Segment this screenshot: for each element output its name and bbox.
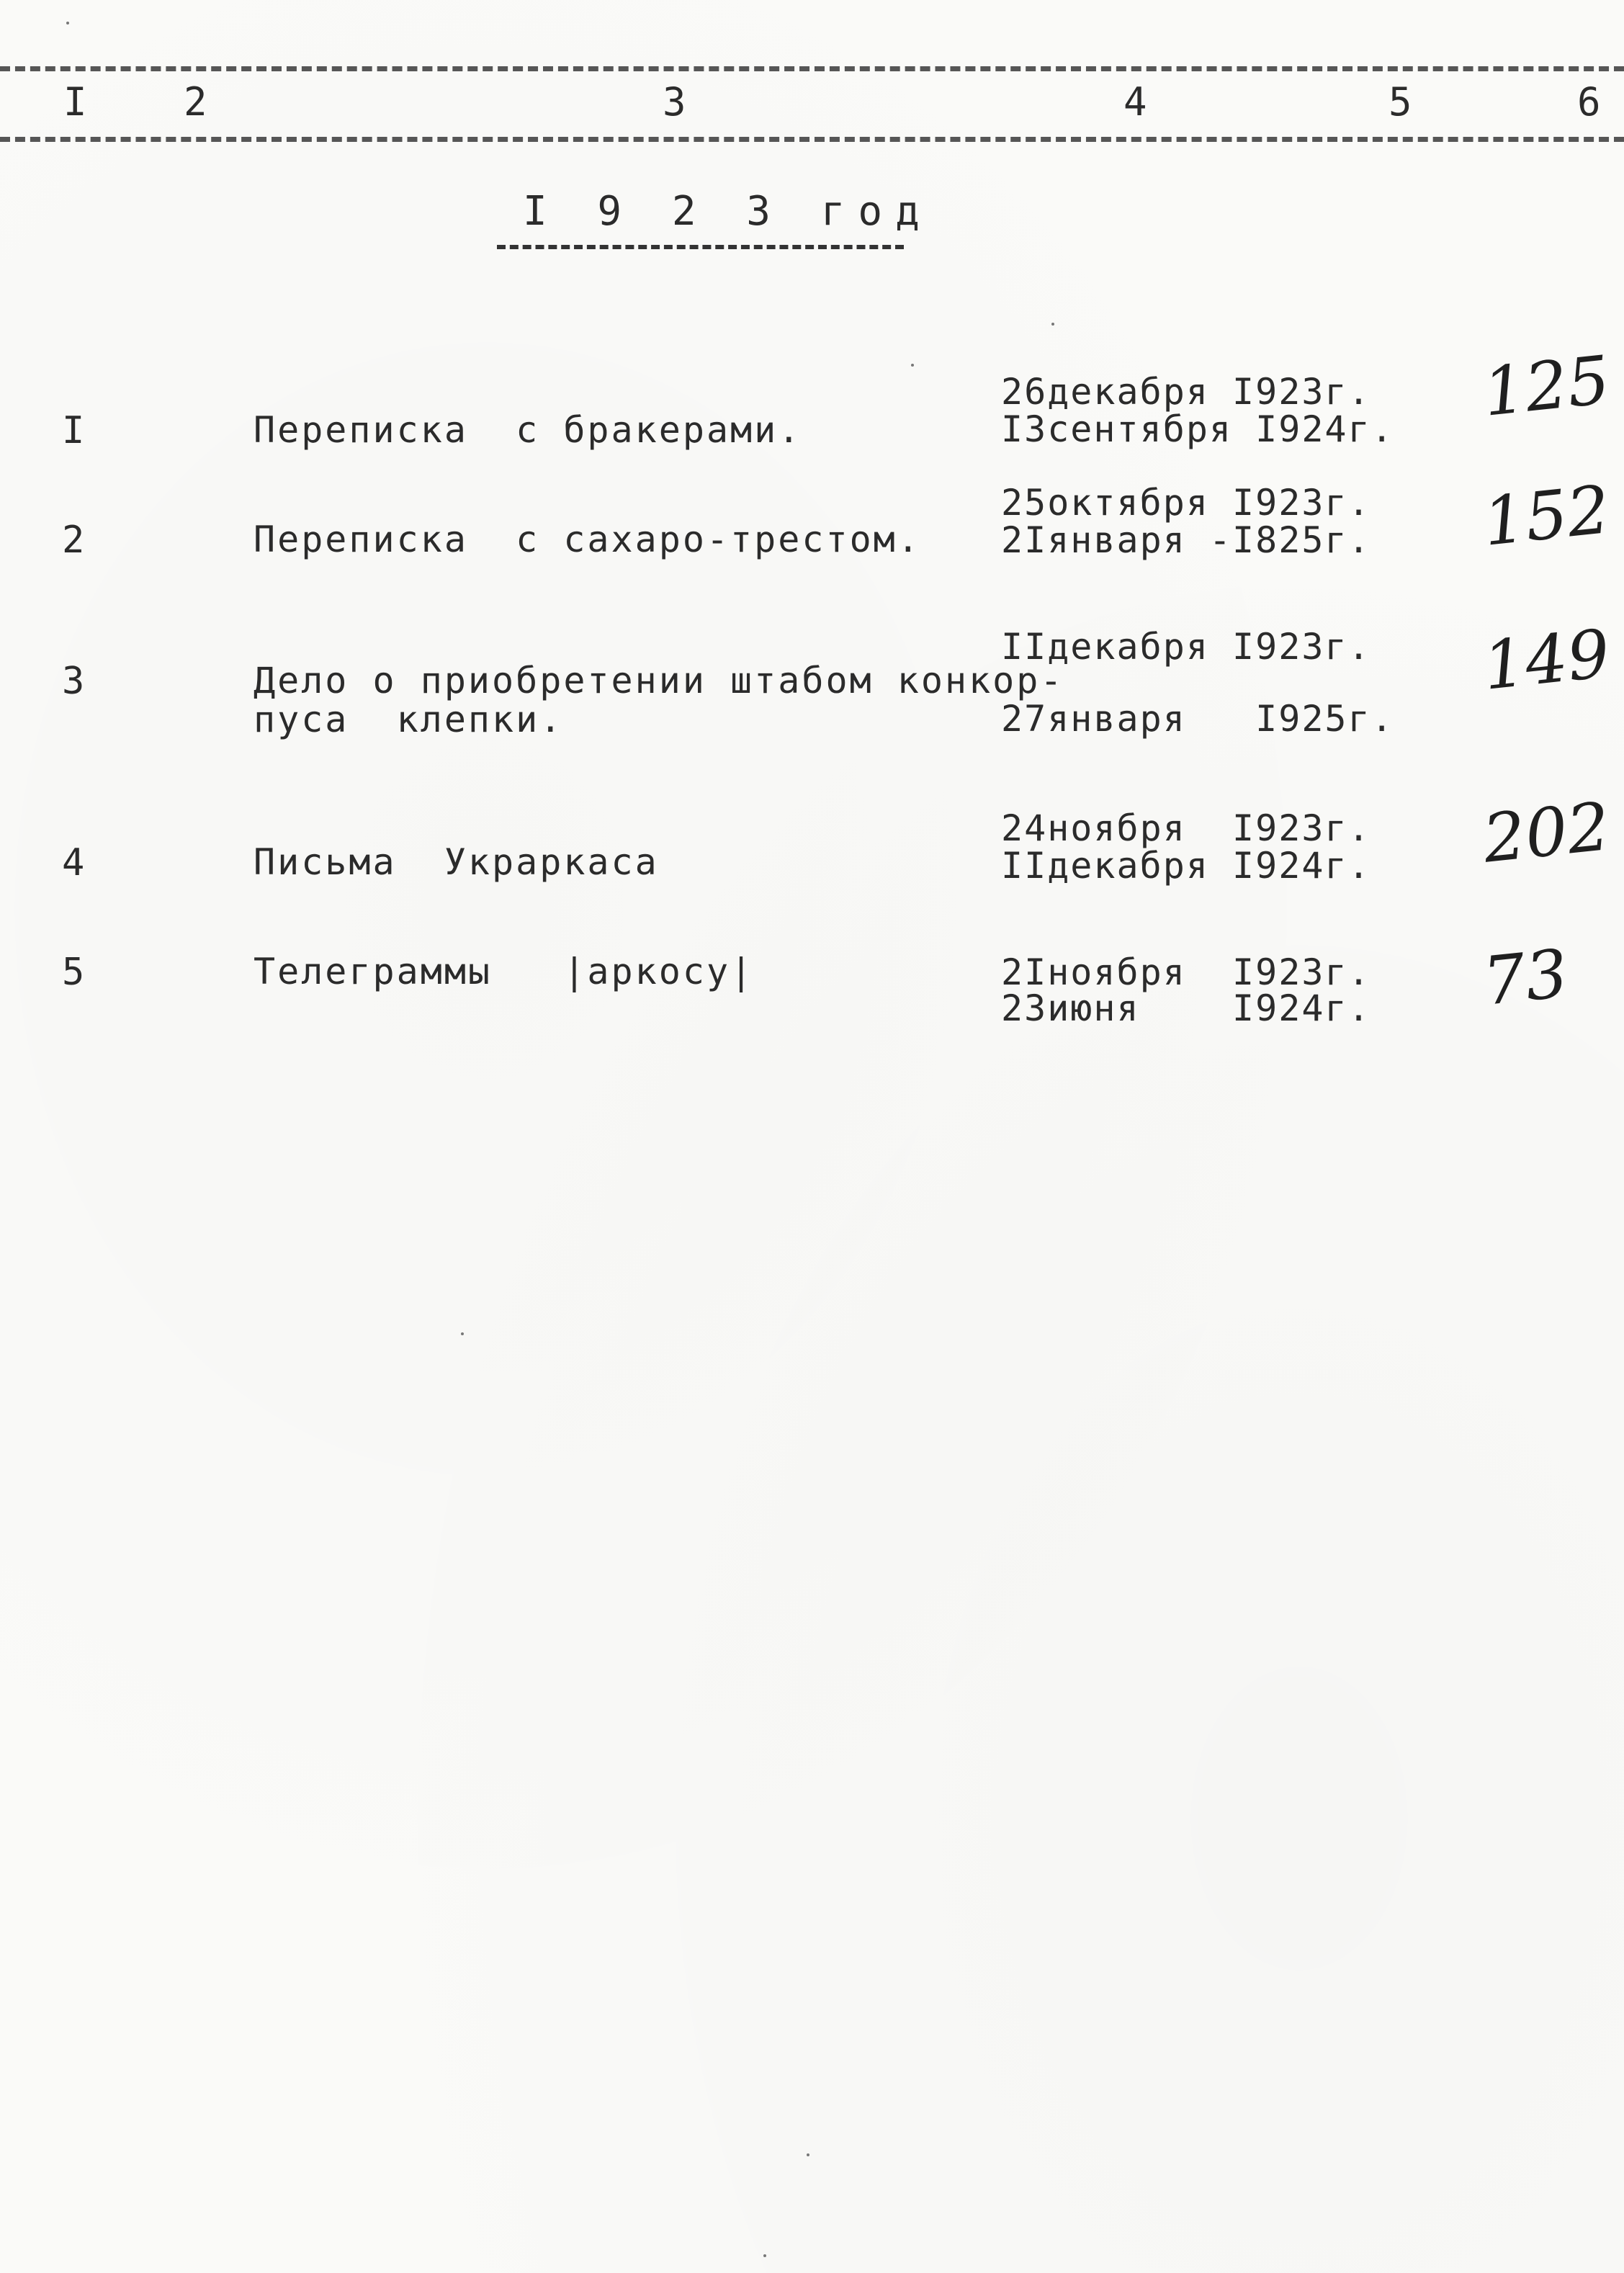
column-number-5: 5 bbox=[1389, 79, 1412, 125]
row-date-start: 25октября I923г. bbox=[1001, 482, 1371, 524]
row-sheet-count-handwritten: 202 bbox=[1479, 787, 1614, 878]
row-title-line: пуса клепки. bbox=[254, 699, 564, 740]
row-number: 5 bbox=[62, 951, 85, 994]
column-number-4: 4 bbox=[1123, 79, 1147, 125]
row-number: 2 bbox=[62, 519, 85, 562]
section-year-heading: I 9 2 3 год bbox=[523, 188, 933, 235]
row-date-end: 27января I925г. bbox=[1001, 698, 1394, 740]
row-title-line: Телеграммы |аркосу| bbox=[254, 951, 755, 992]
scan-speck bbox=[763, 2254, 766, 2257]
row-sheet-count-handwritten: 152 bbox=[1479, 470, 1614, 561]
column-number-6: 6 bbox=[1577, 79, 1601, 125]
column-number-1: I bbox=[63, 79, 87, 125]
row-date-end: 23июня I924г. bbox=[1001, 987, 1371, 1029]
scan-speck bbox=[1051, 323, 1054, 326]
row-date-start: IIдекабря I923г. bbox=[1001, 626, 1371, 668]
row-title-line: Дело о приобретении штабом конкор- bbox=[254, 660, 1064, 701]
column-number-2: 2 bbox=[184, 79, 207, 125]
column-number-3: 3 bbox=[663, 79, 686, 125]
row-sheet-count-handwritten: 73 bbox=[1479, 935, 1571, 1021]
scan-speck bbox=[807, 2153, 809, 2156]
row-title-line: Переписка с сахаро-трестом. bbox=[254, 519, 921, 560]
row-date-start: 2Iноября I923г. bbox=[1001, 951, 1371, 993]
row-number: I bbox=[62, 409, 85, 452]
header-top-dashed-rule bbox=[0, 66, 1624, 71]
row-number: 4 bbox=[62, 841, 85, 884]
row-date-end: I3сентября I924г. bbox=[1001, 408, 1394, 450]
row-title-line: Письма Украркаса bbox=[254, 841, 659, 883]
scan-speck bbox=[66, 22, 69, 24]
row-sheet-count-handwritten: 149 bbox=[1479, 614, 1614, 705]
row-date-end: IIдекабря I924г. bbox=[1001, 845, 1371, 887]
row-date-start: 26декабря I923г. bbox=[1001, 371, 1371, 413]
header-bottom-dashed-rule bbox=[0, 137, 1624, 142]
scan-speck bbox=[461, 1332, 464, 1335]
row-date-end: 2Iянваря -I825г. bbox=[1001, 519, 1371, 561]
row-date-start: 24ноября I923г. bbox=[1001, 807, 1371, 849]
section-heading-underline bbox=[497, 245, 904, 249]
row-sheet-count-handwritten: 125 bbox=[1479, 341, 1614, 431]
scan-speck bbox=[911, 364, 914, 367]
row-title-line: Переписка с бракерами. bbox=[254, 409, 802, 451]
row-number: 3 bbox=[62, 660, 85, 703]
